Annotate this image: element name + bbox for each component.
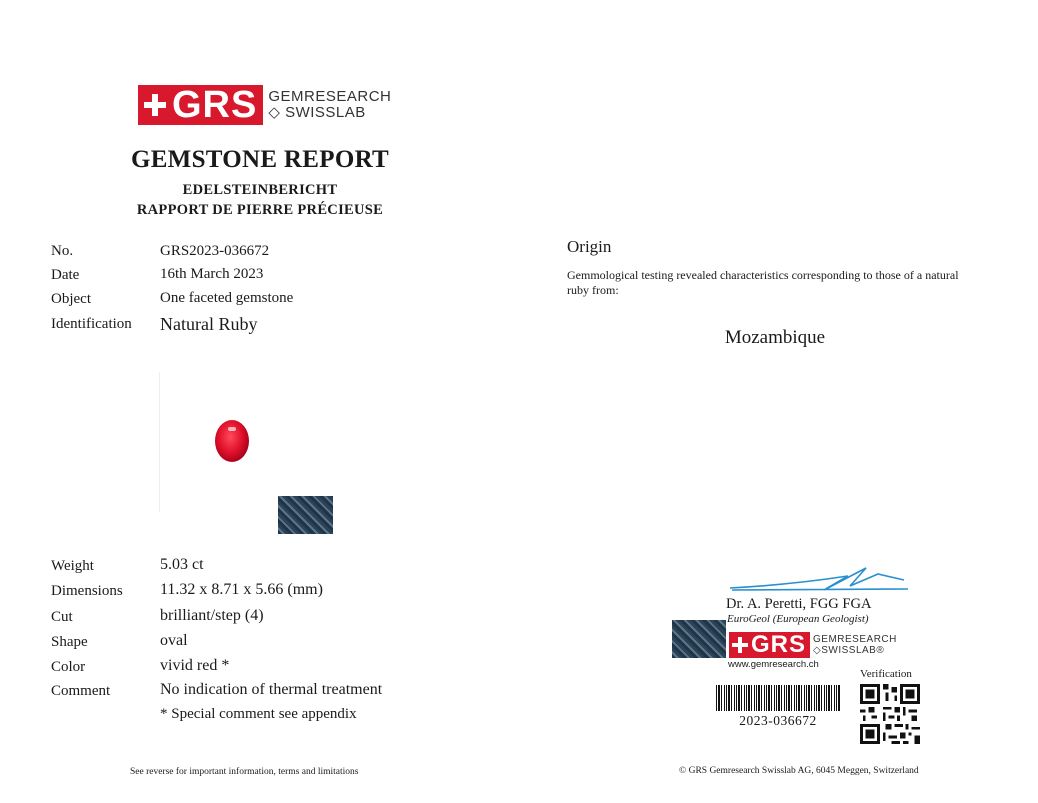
color-value: vivid red *	[160, 657, 230, 674]
diamond-icon: ◇	[813, 645, 822, 656]
grs-logo	[138, 85, 391, 125]
footer-disclaimer: See reverse for important information, terms and limitations	[130, 767, 359, 777]
origin-country: Mozambique	[724, 327, 826, 348]
weight-value: 5.03 ct	[160, 556, 204, 573]
origin-text: Gemmological testing revealed characteristics corresponding to those of a natural ruby from:	[567, 268, 959, 297]
report-number: GRS2023-036672	[160, 243, 270, 259]
page-title: GEMSTONE REPORT	[130, 146, 390, 173]
shape-value: oval	[160, 632, 188, 649]
signer-name: Dr. A. Peretti, FGG FGA	[726, 596, 872, 612]
signature-graphic	[728, 556, 913, 596]
report-object: One faceted gemstone	[160, 290, 294, 306]
color-label: Color	[51, 659, 86, 675]
number-label: No.	[51, 243, 74, 259]
cut-value: brilliant/step (4)	[160, 607, 264, 624]
weight-label: Weight	[51, 558, 94, 574]
comment-label: Comment	[51, 683, 111, 699]
object-label: Object	[51, 291, 91, 307]
barcode	[716, 685, 840, 711]
subtitle-fr: RAPPORT DE PIERRE PRÉCIEUSE	[136, 202, 384, 218]
swiss-cross-icon	[731, 636, 749, 654]
website-link[interactable]: www.gemresearch.ch	[728, 659, 819, 670]
grs-logo-small	[729, 632, 897, 658]
date-label: Date	[51, 267, 80, 283]
qr-code-icon[interactable]	[860, 684, 920, 744]
special-comment-note: * Special comment see appendix	[160, 706, 357, 722]
verification-label: Verification	[860, 668, 912, 680]
cut-label: Cut	[51, 609, 73, 625]
dimensions-label: Dimensions	[51, 583, 123, 599]
dimensions-value: 11.32 x 8.71 x 5.66 (mm)	[160, 581, 323, 598]
hologram-seal-icon	[672, 620, 726, 658]
diamond-icon: ◇	[268, 104, 281, 121]
barcode-number: 2023-036672	[739, 713, 817, 728]
logo-text: GRS	[172, 84, 258, 126]
logo-line2-text: SWISSLAB	[285, 104, 366, 121]
logo-text-small: GRS	[751, 631, 807, 658]
signer-title: EuroGeol (European Geologist)	[727, 613, 869, 625]
comment-value: No indication of thermal treatment	[160, 681, 383, 698]
logo-line1-small: GEMRESEARCH	[813, 634, 897, 645]
logo-line1: GEMRESEARCH	[268, 88, 392, 105]
logo-box-small	[729, 632, 810, 658]
subtitle-de: EDELSTEINBERICHT	[182, 182, 338, 198]
logo-side-text-small	[813, 634, 897, 656]
logo-side-text	[268, 89, 391, 121]
swiss-cross-icon	[142, 92, 168, 118]
footer-copyright: © GRS Gemresearch Swisslab AG, 6045 Meggen, Switzerland	[679, 766, 919, 776]
photo-divider	[159, 372, 160, 512]
identification-label: Identification	[51, 316, 132, 332]
identification-value: Natural Ruby	[160, 314, 258, 334]
ruby-highlight	[228, 427, 236, 431]
report-date: 16th March 2023	[160, 266, 264, 282]
hologram-seal-icon	[278, 496, 333, 534]
logo-line2-small	[813, 645, 897, 656]
logo-line2-small-text: SWISSLAB®	[821, 645, 885, 656]
logo-box	[138, 85, 263, 125]
origin-heading: Origin	[567, 237, 612, 256]
logo-line2	[268, 105, 391, 121]
shape-label: Shape	[51, 634, 88, 650]
